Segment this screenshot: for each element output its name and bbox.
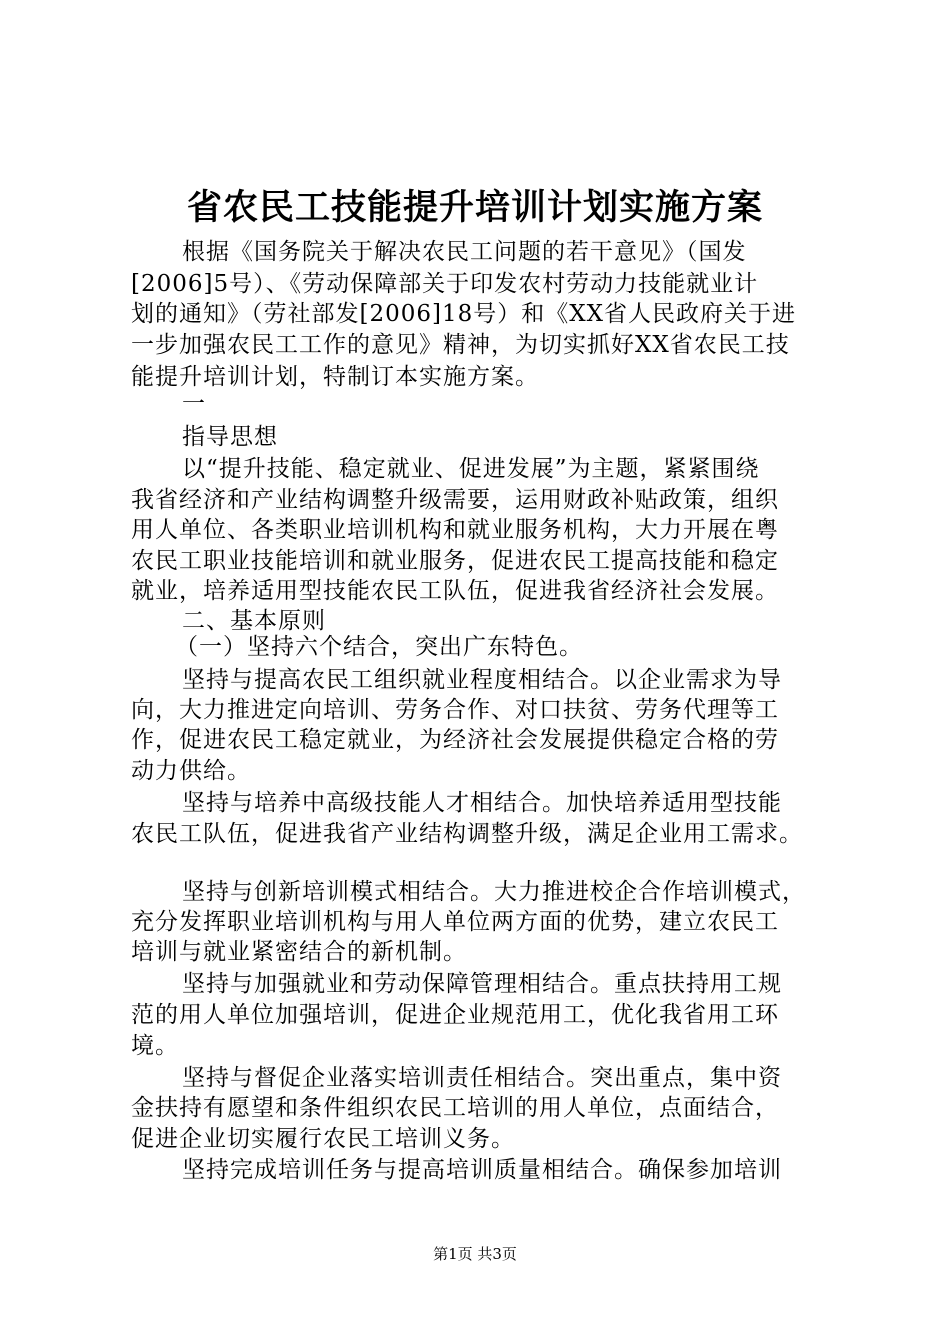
body-line: 农民工队伍，促进我省产业结构调整升级，满足企业用工需求。 <box>131 821 803 847</box>
body-line: 用人单位、各类职业培训机构和就业服务机构，大力开展在粤 <box>131 517 779 543</box>
document-title: 省农民工技能提升培训计划实施方案 <box>186 187 763 228</box>
subsection-heading: （一）坚持六个结合，突出广东特色。 <box>175 634 583 660</box>
body-line: 作，促进农民工稳定就业，为经济社会发展提供稳定合格的劳 <box>131 727 779 753</box>
section-heading: 二、基本原则 <box>182 608 326 634</box>
body-line: 我省经济和产业结构调整升级需要，运用财政补贴政策，组织 <box>131 487 779 513</box>
body-line: 金扶持有愿望和条件组织农民工培训的用人单位，点面结合， <box>131 1095 779 1121</box>
body-line: 坚持与培养中高级技能人才相结合。加快培养适用型技能 <box>182 790 782 816</box>
body-line: 农民工职业技能培训和就业服务，促进农民工提高技能和稳定 <box>131 548 779 574</box>
page-number: 第1页 共3页 <box>433 1245 517 1263</box>
body-line: 动力供给。 <box>131 758 251 784</box>
body-line: 一步加强农民工工作的意见》精神，为切实抓好XX省农民工技 <box>131 332 790 358</box>
body-line: 充分发挥职业培训机构与用人单位两方面的优势，建立农民工 <box>131 909 779 935</box>
body-line: 向，大力推进定向培训、劳务合作、对口扶贫、劳务代理等工 <box>131 697 779 723</box>
body-line: 划的通知》（劳社部发[2006]18号）和《XX省人民政府关于进 <box>131 301 796 327</box>
body-line: 以“提升技能、稳定就业、促进发展”为主题，紧紧围绕 <box>182 456 760 482</box>
section-heading: 指导思想 <box>182 424 278 450</box>
body-line: 促进企业切实履行农民工培训义务。 <box>131 1126 515 1152</box>
body-line: [2006]5号）、《劳动保障部关于印发农村劳动力技能就业计 <box>131 271 759 297</box>
body-line: 坚持与创新培训模式相结合。大力推进校企合作培训模式， <box>182 879 806 905</box>
body-line: 境。 <box>131 1033 179 1059</box>
body-line: 坚持完成培训任务与提高培训质量相结合。确保参加培训 <box>182 1157 782 1183</box>
body-line: 能提升培训计划，特制订本实施方案。 <box>131 364 539 390</box>
body-line: 坚持与提高农民工组织就业程度相结合。以企业需求为导 <box>182 667 782 693</box>
body-line: 就业，培养适用型技能农民工队伍，促进我省经济社会发展。 <box>131 578 779 604</box>
section-number: 一 <box>182 391 206 417</box>
body-line: 坚持与加强就业和劳动保障管理相结合。重点扶持用工规 <box>182 971 782 997</box>
body-line: 范的用人单位加强培训，促进企业规范用工，优化我省用工环 <box>131 1002 779 1028</box>
body-line: 根据《国务院关于解决农民工问题的若干意见》（国发 <box>182 239 747 265</box>
body-line: 坚持与督促企业落实培训责任相结合。突出重点，集中资 <box>182 1065 782 1091</box>
body-line: 培训与就业紧密结合的新机制。 <box>131 939 467 965</box>
